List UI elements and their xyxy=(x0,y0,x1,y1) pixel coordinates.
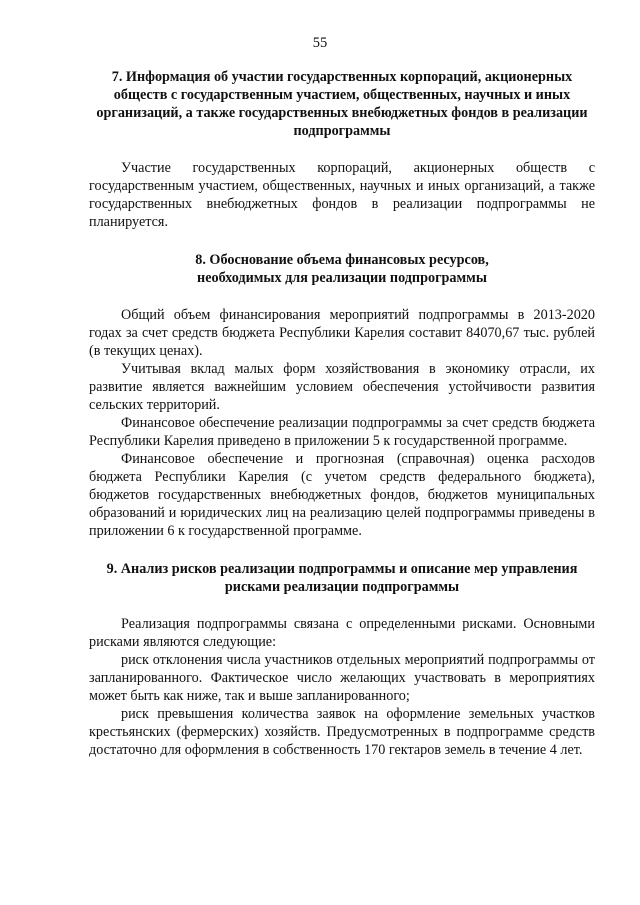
section-9-heading xyxy=(89,560,595,596)
page-number: 55 xyxy=(312,35,328,51)
heading-line: необходимых для реализации подпрограммы xyxy=(197,270,487,286)
heading-line: обществ с государственным участием, общественных, научных и иных xyxy=(113,87,571,103)
section-8-paragraph: Общий объем финансирования мероприятий подпрограммы в 2013-2020 годах за счет средств бюджета Республики Карелия составит 84070,67 тыс. рублей (в текущих ценах). xyxy=(89,307,595,359)
heading-line: 7. Информация об участии государственных корпораций, акционерных xyxy=(111,69,573,85)
section-7 xyxy=(89,68,595,231)
heading-line: 8. Обоснование объема финансовых ресурсов, xyxy=(195,252,489,268)
section-9-paragraph: риск отклонения числа участников отдельных мероприятий подпрограммы от запланированного. Фактическое число желающих участвовать в мероприятиях может быть как ниже, так и выше запланированного; xyxy=(89,652,595,704)
heading-line: организаций, а также государственных внебюджетных фондов в реализации xyxy=(96,105,588,121)
section-8-paragraph: Финансовое обеспечение и прогнозная (справочная) оценка расходов бюджета Республики Карелия (с учетом средств федерального бюджета), бюджетов государственных внебюджетных фондов, бюджетов муниципальных образований и юридических лиц на реализацию целей подпрограммы приведены в приложении 6 к государственной программе. xyxy=(89,451,595,539)
section-7-paragraph: Участие государственных корпораций, акционерных обществ с государственным участием, общественных, научных и иных организаций, а также государственных внебюджетных фондов в реализации подпрограммы не планируется. xyxy=(89,160,595,230)
section-8-paragraph: Учитывая вклад малых форм хозяйствования в экономику отрасли, их развитие является важнейшим условием обеспечения устойчивости развития сельских территорий. xyxy=(89,361,595,413)
section-9-paragraph: риск превышения количества заявок на оформление земельных участков крестьянских (фермерских) хозяйств. Предусмотренных в подпрограмме средств достаточно для оформления в собственность 170 гектаров земель в течение 4 лет. xyxy=(89,706,595,758)
section-7-heading xyxy=(89,68,595,140)
section-9 xyxy=(89,560,595,759)
heading-line: рисками реализации подпрограммы xyxy=(224,579,460,595)
section-8-heading xyxy=(89,251,595,287)
heading-line: 9. Анализ рисков реализации подпрограммы и описание мер управления xyxy=(106,561,578,577)
page-content xyxy=(89,68,595,759)
heading-line: подпрограммы xyxy=(293,123,391,139)
section-8 xyxy=(89,251,595,540)
section-9-paragraph: Реализация подпрограммы связана с определенными рисками. Основными рисками являются следующие: xyxy=(89,616,595,650)
section-8-paragraph: Финансовое обеспечение реализации подпрограммы за счет средств бюджета Республики Карелия приведено в приложении 5 к государственной программе. xyxy=(89,415,595,449)
